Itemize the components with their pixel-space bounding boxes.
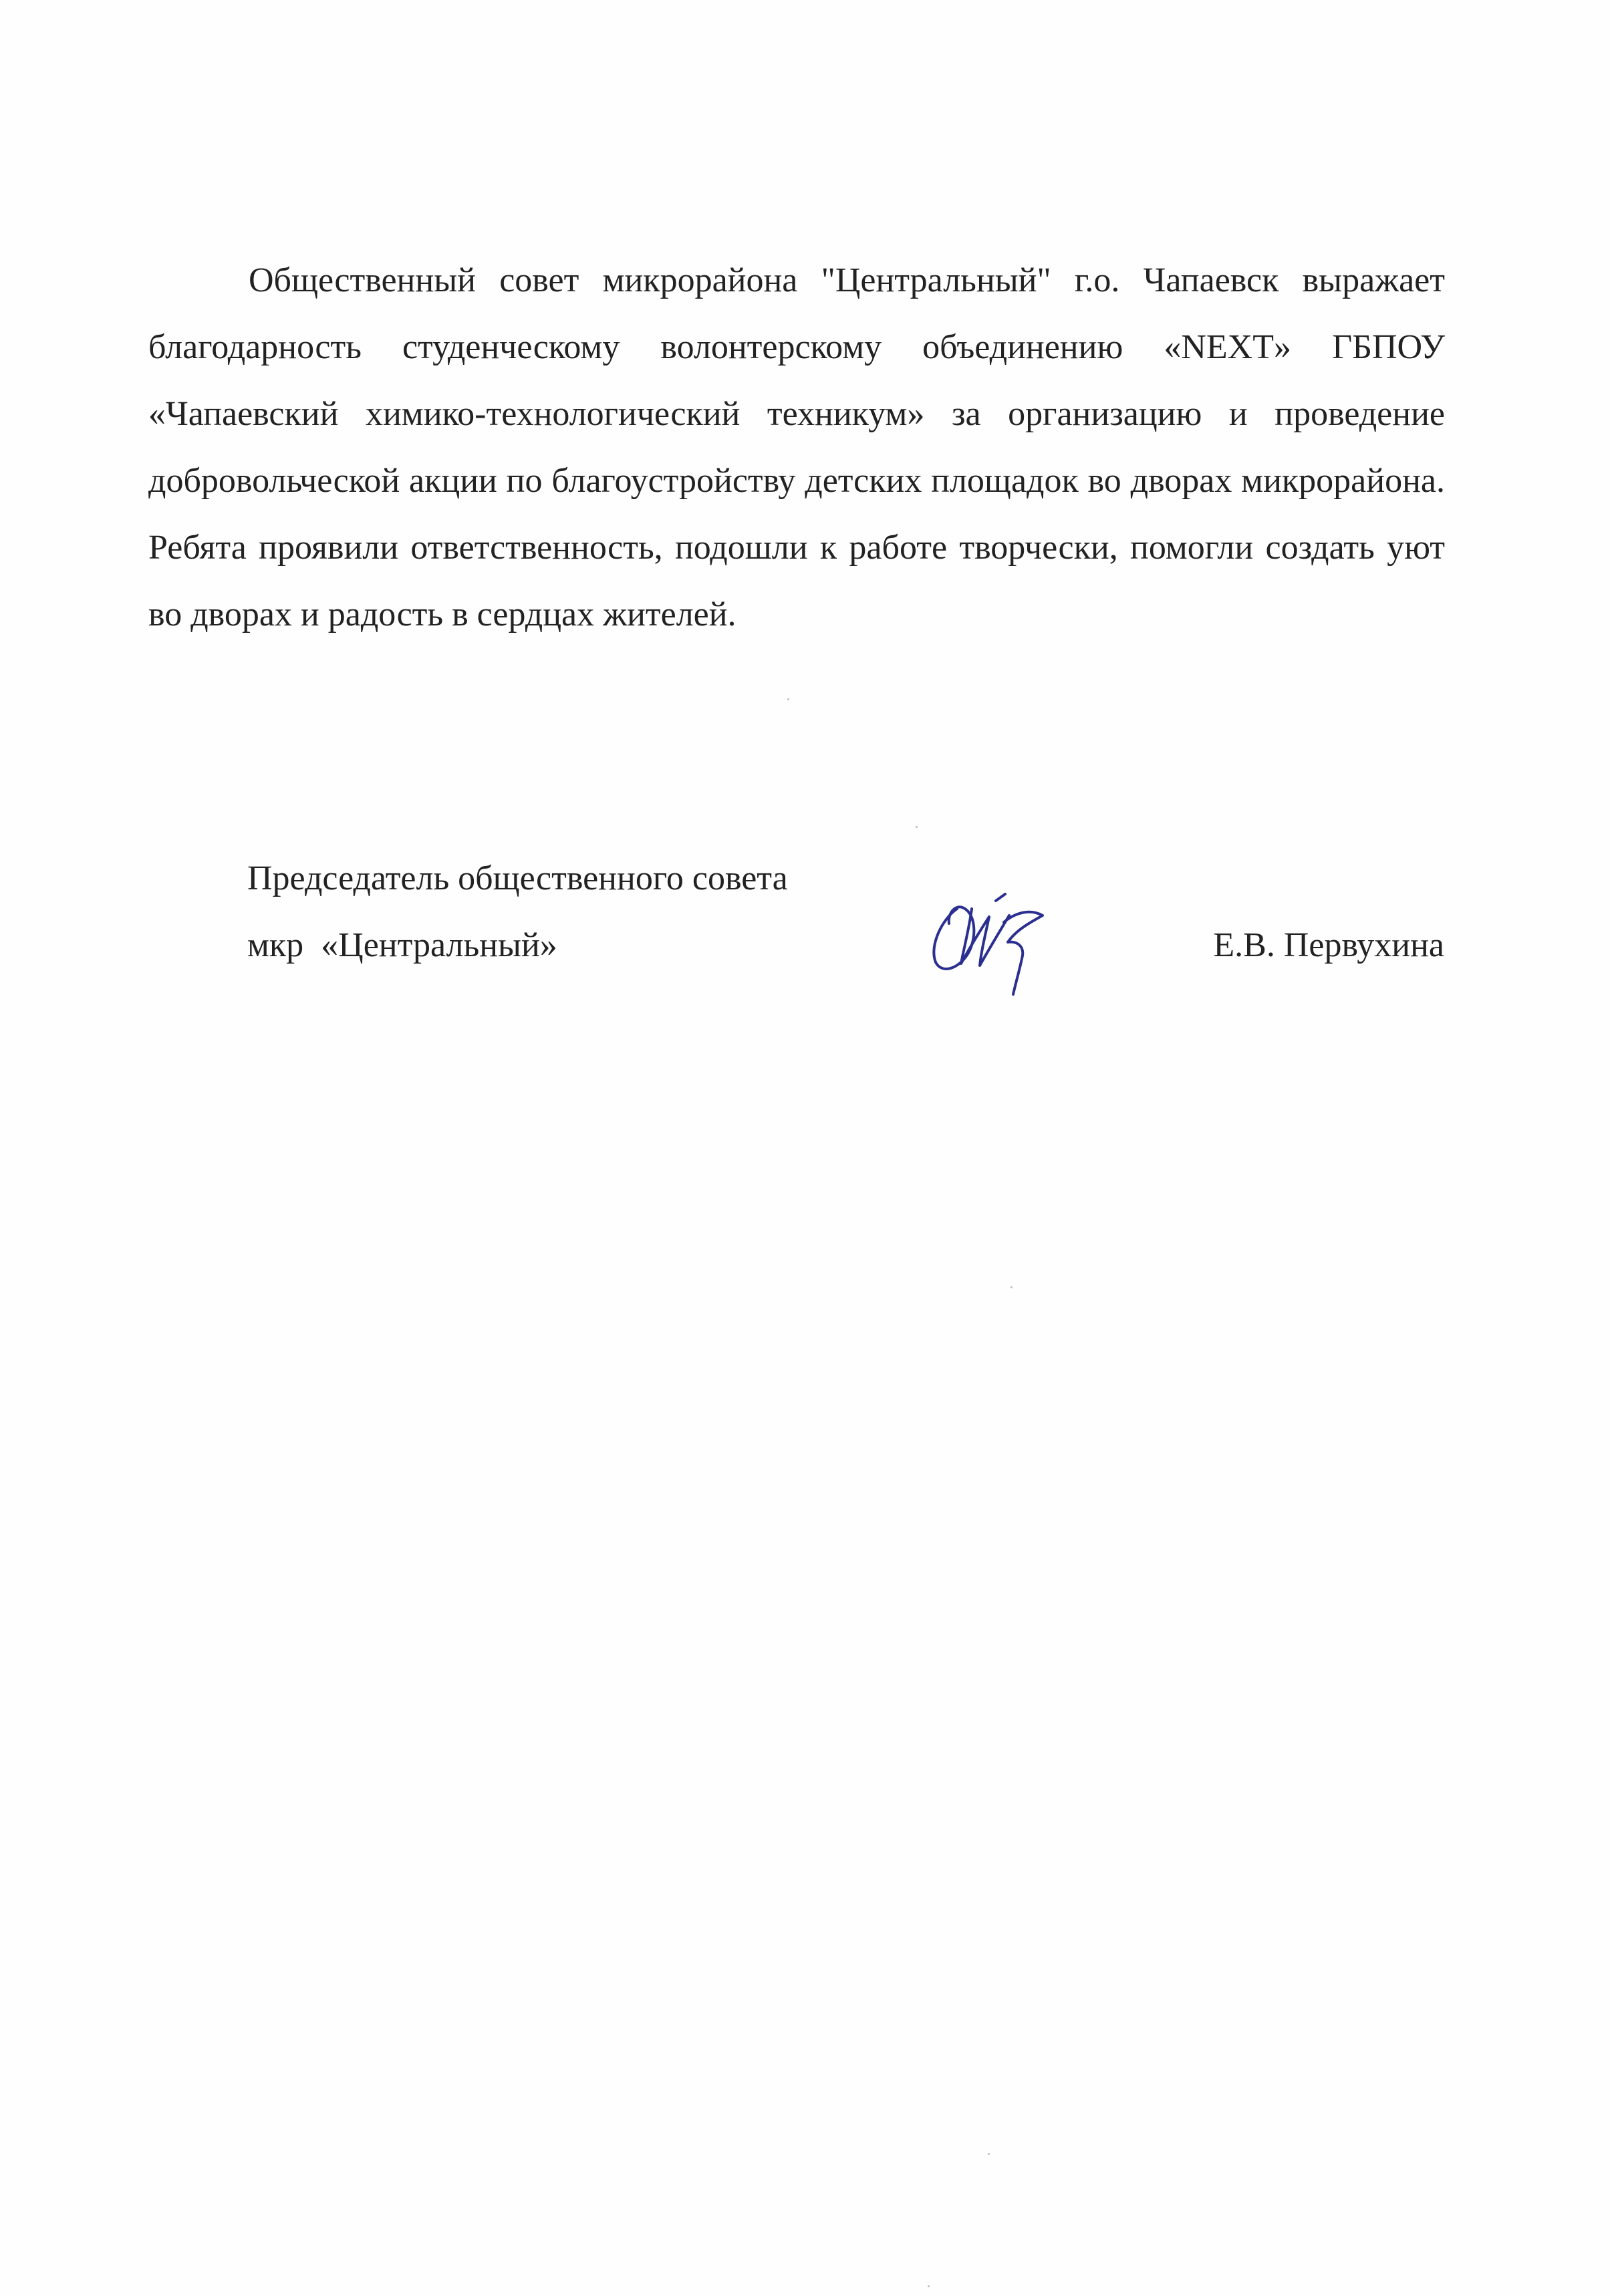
scan-speck (1011, 1286, 1013, 1288)
signatory-position-line-1: Председатель общественного совета (247, 859, 788, 897)
scan-speck (916, 826, 918, 828)
scan-speck (988, 2153, 990, 2155)
scan-speck (787, 698, 789, 700)
letter-body-paragraph: Общественный совет микрорайона "Центральный" г.о. Чапаевск выражает благодарность студенческому волонтерскому объединению «NEXT» ГБПОУ «Чапаевский химико-технологический техникум» за организацию и проведение добровольческой акции по благоустройству детских площадок во дворах микрорайона. Ребята проявили ответственность, подошли к работе творчески, помогли создать уют во дворах и радость в сердцах жителей. (148, 261, 1445, 633)
signatory-position (247, 845, 788, 979)
scan-speck (928, 2285, 930, 2287)
signatory-name: Е.В. Первухина (1213, 926, 1444, 964)
handwritten-signature (916, 882, 1063, 996)
signatory-position-line-2: мкр «Центральный» (247, 926, 557, 964)
